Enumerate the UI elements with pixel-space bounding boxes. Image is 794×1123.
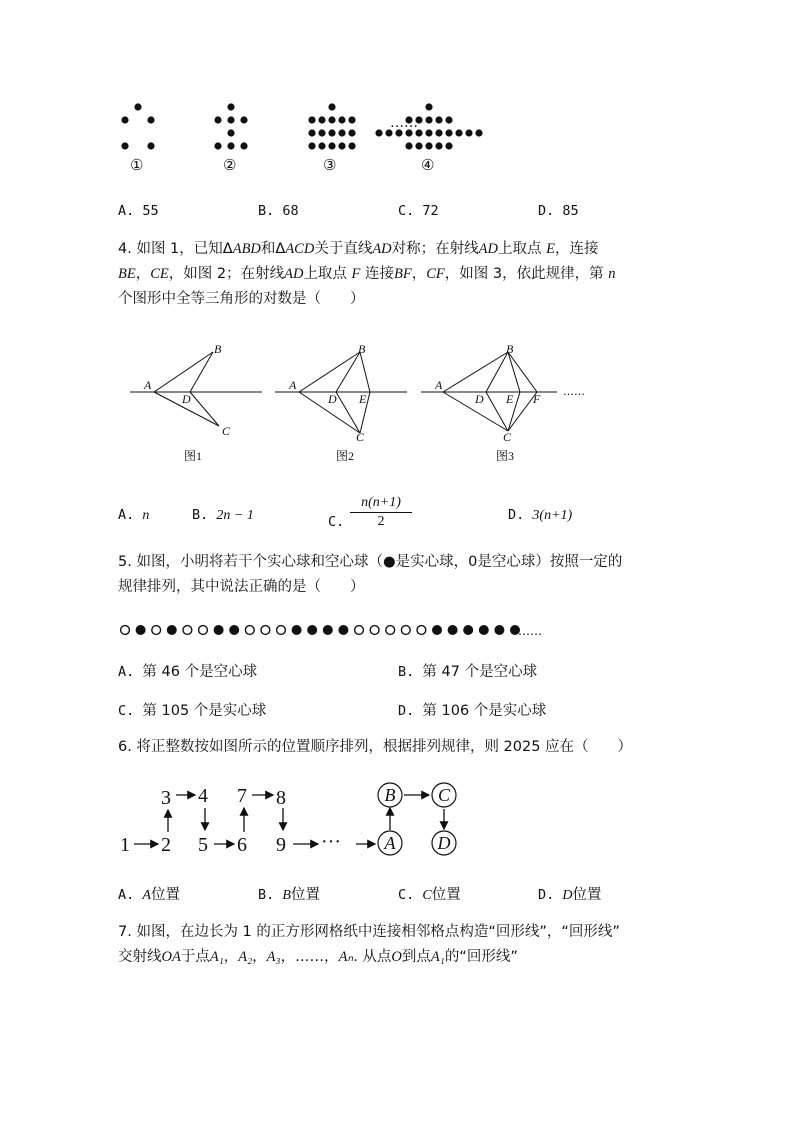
num-7: 7 <box>237 785 247 807</box>
fig2-point-c: C <box>356 430 365 444</box>
hollow-ball <box>261 626 270 635</box>
q5-line-2: 规律排列，其中说法正确的是（ ） <box>118 579 365 595</box>
num-5: 5 <box>198 834 208 856</box>
q4-option-a[interactable]: A. n <box>118 507 150 523</box>
q6-line-1: 6. 将正整数按如图所示的位置顺序排列，根据排列规律，则 2025 应在（ ） <box>118 739 633 755</box>
dot-patterns-ellipsis: …… <box>390 115 418 131</box>
q3-option-b[interactable]: B. 68 <box>258 203 299 219</box>
fraction-denominator: 2 <box>377 514 385 529</box>
fig2-point-e: E <box>359 392 367 406</box>
fig3-point-a: A <box>435 378 443 392</box>
hollow-ball <box>199 626 208 635</box>
q5-option-a[interactable]: A. 第 46 个是空心球 <box>118 664 258 680</box>
figure-number-1: ① <box>130 156 144 174</box>
hollow-ball <box>355 626 364 635</box>
hollow-ball <box>152 626 161 635</box>
num-8: 8 <box>276 787 286 809</box>
hollow-ball <box>417 626 426 635</box>
ball-sequence <box>114 620 524 640</box>
circle-label-c: C <box>437 785 451 805</box>
fig1-point-a: A <box>144 378 152 392</box>
q4-line-3: 个图形中全等三角形的对数是（ ） <box>118 291 365 307</box>
q3-option-c[interactable]: C. 72 <box>398 203 439 219</box>
q7-line-2: 交射线OA于点A₁，A₂，A₃，……，Aₙ. 从点O到点A₁的“回形线” <box>118 949 518 965</box>
hollow-ball <box>121 626 130 635</box>
dot-pattern-3 <box>308 103 355 149</box>
num-1: 1 <box>120 834 130 856</box>
num-4: 4 <box>198 785 208 807</box>
fig2-point-b: B <box>358 342 366 356</box>
q5-option-d[interactable]: D. 第 106 个是实心球 <box>398 703 547 719</box>
q4-line-1: 4. 如图 1，已知ΔABD和ΔACD关于直线AD对称；在射线AD上取点 E，连接 <box>118 241 599 257</box>
fig3-caption: 图3 <box>496 449 515 463</box>
fig3-point-d: D <box>475 392 484 406</box>
fig2-point-a: A <box>289 378 297 392</box>
solid-ball <box>479 625 489 635</box>
triangle-figures-ellipsis: …… <box>563 385 585 398</box>
hollow-ball <box>386 626 395 635</box>
q6-option-c[interactable]: C. C位置 <box>398 887 461 903</box>
fig1-point-d: D <box>182 392 191 406</box>
dots: ··· <box>321 831 341 853</box>
solid-ball <box>323 625 333 635</box>
fig3-point-b: B <box>506 342 514 356</box>
q3-option-a[interactable]: A. 55 <box>118 203 159 219</box>
fig3-point-f: F <box>533 392 541 406</box>
fig1-point-c: C <box>222 424 231 438</box>
q4-line-2: BE，CE，如图 2；在射线AD上取点 F 连接BF，CF，如图 3，依此规律，第 n <box>118 266 616 282</box>
q4-option-d[interactable]: D. 3(n+1) <box>508 507 573 523</box>
fig3-point-c: C <box>503 430 512 444</box>
hollow-ball <box>277 626 286 635</box>
figure-number-2: ② <box>223 156 237 174</box>
hollow-ball <box>245 626 254 635</box>
solid-ball <box>338 625 348 635</box>
fig2-point-d: D <box>328 392 337 406</box>
num-9: 9 <box>276 834 286 856</box>
fraction-numerator: n(n+1) <box>350 494 412 513</box>
ball-sequence-ellipsis: …… <box>518 624 542 638</box>
solid-ball <box>463 625 473 635</box>
figure-number-3: ③ <box>323 156 337 174</box>
solid-ball <box>494 625 504 635</box>
fig3-point-e: E <box>506 392 514 406</box>
number-arrangement-figure <box>118 778 468 863</box>
hollow-ball <box>183 626 192 635</box>
q5-line-1: 5. 如图，小明将若干个实心球和空心球（●是实心球，0是空心球）按照一定的 <box>118 554 623 570</box>
q3-option-d[interactable]: D. 85 <box>538 203 579 219</box>
dot-pattern-2 <box>214 103 247 149</box>
circle-label-a: A <box>384 833 396 853</box>
q6-option-d[interactable]: D. D位置 <box>538 887 602 903</box>
num-2: 2 <box>161 834 171 856</box>
solid-ball <box>214 625 224 635</box>
solid-ball <box>432 625 442 635</box>
solid-ball <box>229 625 239 635</box>
circle-label-b: B <box>384 785 396 805</box>
q4-option-b[interactable]: B. 2n − 1 <box>192 507 254 523</box>
num-6: 6 <box>237 834 247 856</box>
q6-option-a[interactable]: A. A位置 <box>118 887 180 903</box>
hollow-ball <box>401 626 410 635</box>
q5-option-b[interactable]: B. 第 47 个是空心球 <box>398 664 538 680</box>
num-3: 3 <box>161 787 171 809</box>
solid-ball <box>292 625 302 635</box>
dot-pattern-1 <box>121 103 154 149</box>
fig2-caption: 图2 <box>336 449 355 463</box>
solid-ball <box>307 625 317 635</box>
hollow-ball <box>370 626 379 635</box>
q4-option-c[interactable]: C. <box>328 514 345 530</box>
figure-number-4: ④ <box>421 156 435 174</box>
fig1-caption: 图1 <box>184 449 203 463</box>
solid-ball <box>448 625 458 635</box>
q6-option-b[interactable]: B. B位置 <box>258 887 320 903</box>
q4-option-c-fraction <box>350 494 412 531</box>
fig1-point-b: B <box>214 342 222 356</box>
circle-label-d: D <box>437 833 451 853</box>
solid-ball <box>136 625 146 635</box>
q5-option-c[interactable]: C. 第 105 个是实心球 <box>118 703 267 719</box>
solid-ball <box>167 625 177 635</box>
q7-line-1: 7. 如图，在边长为 1 的正方形网格纸中连接相邻格点构造“回形线”，“回形线” <box>118 924 620 940</box>
